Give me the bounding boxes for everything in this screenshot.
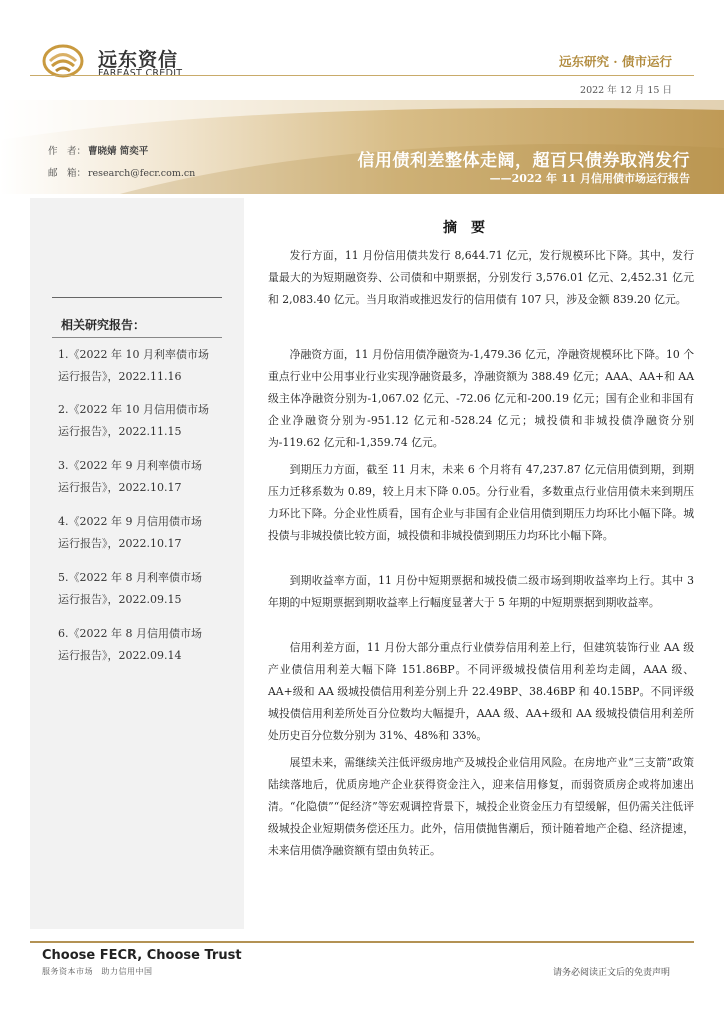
header-divider bbox=[30, 75, 694, 76]
report-series: 远东研究 · 债市运行 bbox=[558, 54, 672, 69]
related-report-title: 6.《2022 年 8 月信用债市场 bbox=[58, 627, 202, 640]
related-report-date: 运行报告》，2022.10.17 bbox=[58, 481, 182, 494]
summary-paragraph-credit-spread: 信用利差方面，11 月份大部分重点行业债券信用利差上行，但建筑装饰行业 AA 级产业债信用利差大幅下降 151.86BP。不同评级城投债信用利差均走阔，AAA 级、AA+级和 AA 级城投债信用利差分别上升 22.49BP、38.46BP 和 40.15BP。不同评级城投债信用利差所处百分位数均大幅提升，AAA 级、AA+级和 AA 级城投债信用利差所处历史百分位数分别为 31%、48%和 33%。 bbox=[268, 641, 694, 742]
related-report-title: 3.《2022 年 9 月利率债市场 bbox=[58, 459, 202, 472]
report-subtitle: ——2022 年 11 月信用债市场运行报告 bbox=[489, 172, 690, 185]
author-label: 作 者： bbox=[48, 146, 87, 157]
brand-name-cn: 远东资信 bbox=[98, 49, 179, 71]
author-names: 曹晓婧 简奕平 bbox=[88, 146, 149, 157]
report-title: 信用债利差整体走阔，超百只债券取消发行 bbox=[357, 151, 690, 171]
related-reports-heading: 相关研究报告： bbox=[61, 318, 146, 332]
related-report-item[interactable] bbox=[58, 567, 238, 611]
brand-name-en: FAREAST CREDIT bbox=[98, 68, 183, 79]
related-report-item[interactable] bbox=[58, 344, 238, 388]
summary-paragraph-yield: 到期收益率方面，11 月份中短期票据和城投债二级市场到期收益率均上行。其中 3 年期的中短期票据到期收益率上行幅度显著大于 5 年期的中短期票据到期收益率。 bbox=[268, 574, 694, 609]
email-line bbox=[48, 165, 195, 179]
related-report-date: 运行报告》，2022.11.16 bbox=[58, 370, 182, 383]
footer-slogan-sub: 服务资本市场 助力信用中国 bbox=[42, 967, 153, 976]
related-report-title: 5.《2022 年 8 月利率债市场 bbox=[58, 571, 202, 584]
sidebar-top-rule bbox=[52, 297, 222, 298]
author-line bbox=[48, 143, 148, 157]
footer-divider bbox=[30, 941, 694, 943]
related-report-item[interactable] bbox=[58, 623, 238, 667]
related-report-item[interactable] bbox=[58, 511, 238, 555]
fareast-logo-icon bbox=[42, 44, 92, 78]
sidebar-heading-rule bbox=[52, 337, 222, 338]
related-report-title: 4.《2022 年 9 月信用债市场 bbox=[58, 515, 202, 528]
email-address[interactable]: research@fecr.com.cn bbox=[88, 168, 196, 179]
related-report-date: 运行报告》，2022.11.15 bbox=[58, 425, 182, 438]
related-report-date: 运行报告》，2022.09.14 bbox=[58, 649, 182, 662]
related-report-item[interactable] bbox=[58, 455, 238, 499]
summary-paragraph-maturity-pressure: 到期压力方面，截至 11 月末，未来 6 个月将有 47,237.87 亿元信用债到期，到期压力迁移系数为 0.89，较上月末下降 0.05。分行业看，多数重点行业信用债未来到期压力环比下降。分企业性质看，国有企业与非国有企业信用债到期压力均环比小幅下降。城投债与非城投债比较方面，城投债和非城投债到期压力均环比小幅下降。 bbox=[268, 463, 694, 542]
summary-paragraph-outlook: 展望未来，需继续关注低评级房地产及城投企业信用风险。在房地产业“三支箭”政策陆续落地后，优质房地产企业获得资金注入，迎来信用修复，而弱资质房企或将加速出清。“化隐债”“促经济”等宏观调控背景下，城投企业资金压力有望缓解，但仍需关注低评级城投企业短期债务偿还压力。此外，信用债抛售潮后，预计随着地产企稳、经济提速，未来信用债净融资额有望由负转正。 bbox=[268, 756, 694, 857]
related-report-date: 运行报告》，2022.09.15 bbox=[58, 593, 182, 606]
related-report-date: 运行报告》，2022.10.17 bbox=[58, 537, 182, 550]
footer-slogan: Choose FECR, Choose Trust bbox=[42, 948, 242, 963]
summary-paragraph-issuance: 发行方面，11 月份信用债共发行 8,644.71 亿元，发行规模环比下降。其中，发行量最大的为短期融资券、公司债和中期票据，分别发行 3,576.01 亿元、2,452.31 亿元和 2,083.40 亿元。当月取消或推迟发行的信用债有 107 只，涉及金额 839.20 亿元。 bbox=[268, 249, 694, 306]
report-date: 2022 年 12 月 15 日 bbox=[580, 85, 672, 96]
footer-disclaimer[interactable]: 请务必阅读正文后的免责声明 bbox=[552, 968, 670, 978]
email-label: 邮 箱： bbox=[48, 168, 87, 179]
related-report-title: 2.《2022 年 10 月信用债市场 bbox=[58, 403, 209, 416]
summary-paragraph-net-financing: 净融资方面，11 月份信用债净融资为-1,479.36 亿元，净融资规模环比下降。10 个重点行业中公用事业行业实现净融资最多，净融资额为 388.49 亿元；AAA、AA+和 AA 级主体净融资分别为-1,067.02 亿元、-72.06 亿元和-200.19 亿元；国有企业和非国有企业净融资分别为-951.12 亿元和-528.24 亿元；城投债和非城投债净融资分别为-119.62 亿元和-1,359.74 亿元。 bbox=[268, 348, 694, 449]
related-report-title: 1.《2022 年 10 月利率债市场 bbox=[58, 348, 209, 361]
sidebar-panel bbox=[30, 198, 244, 929]
related-report-item[interactable] bbox=[58, 399, 238, 443]
summary-heading: 摘要 bbox=[443, 220, 499, 236]
